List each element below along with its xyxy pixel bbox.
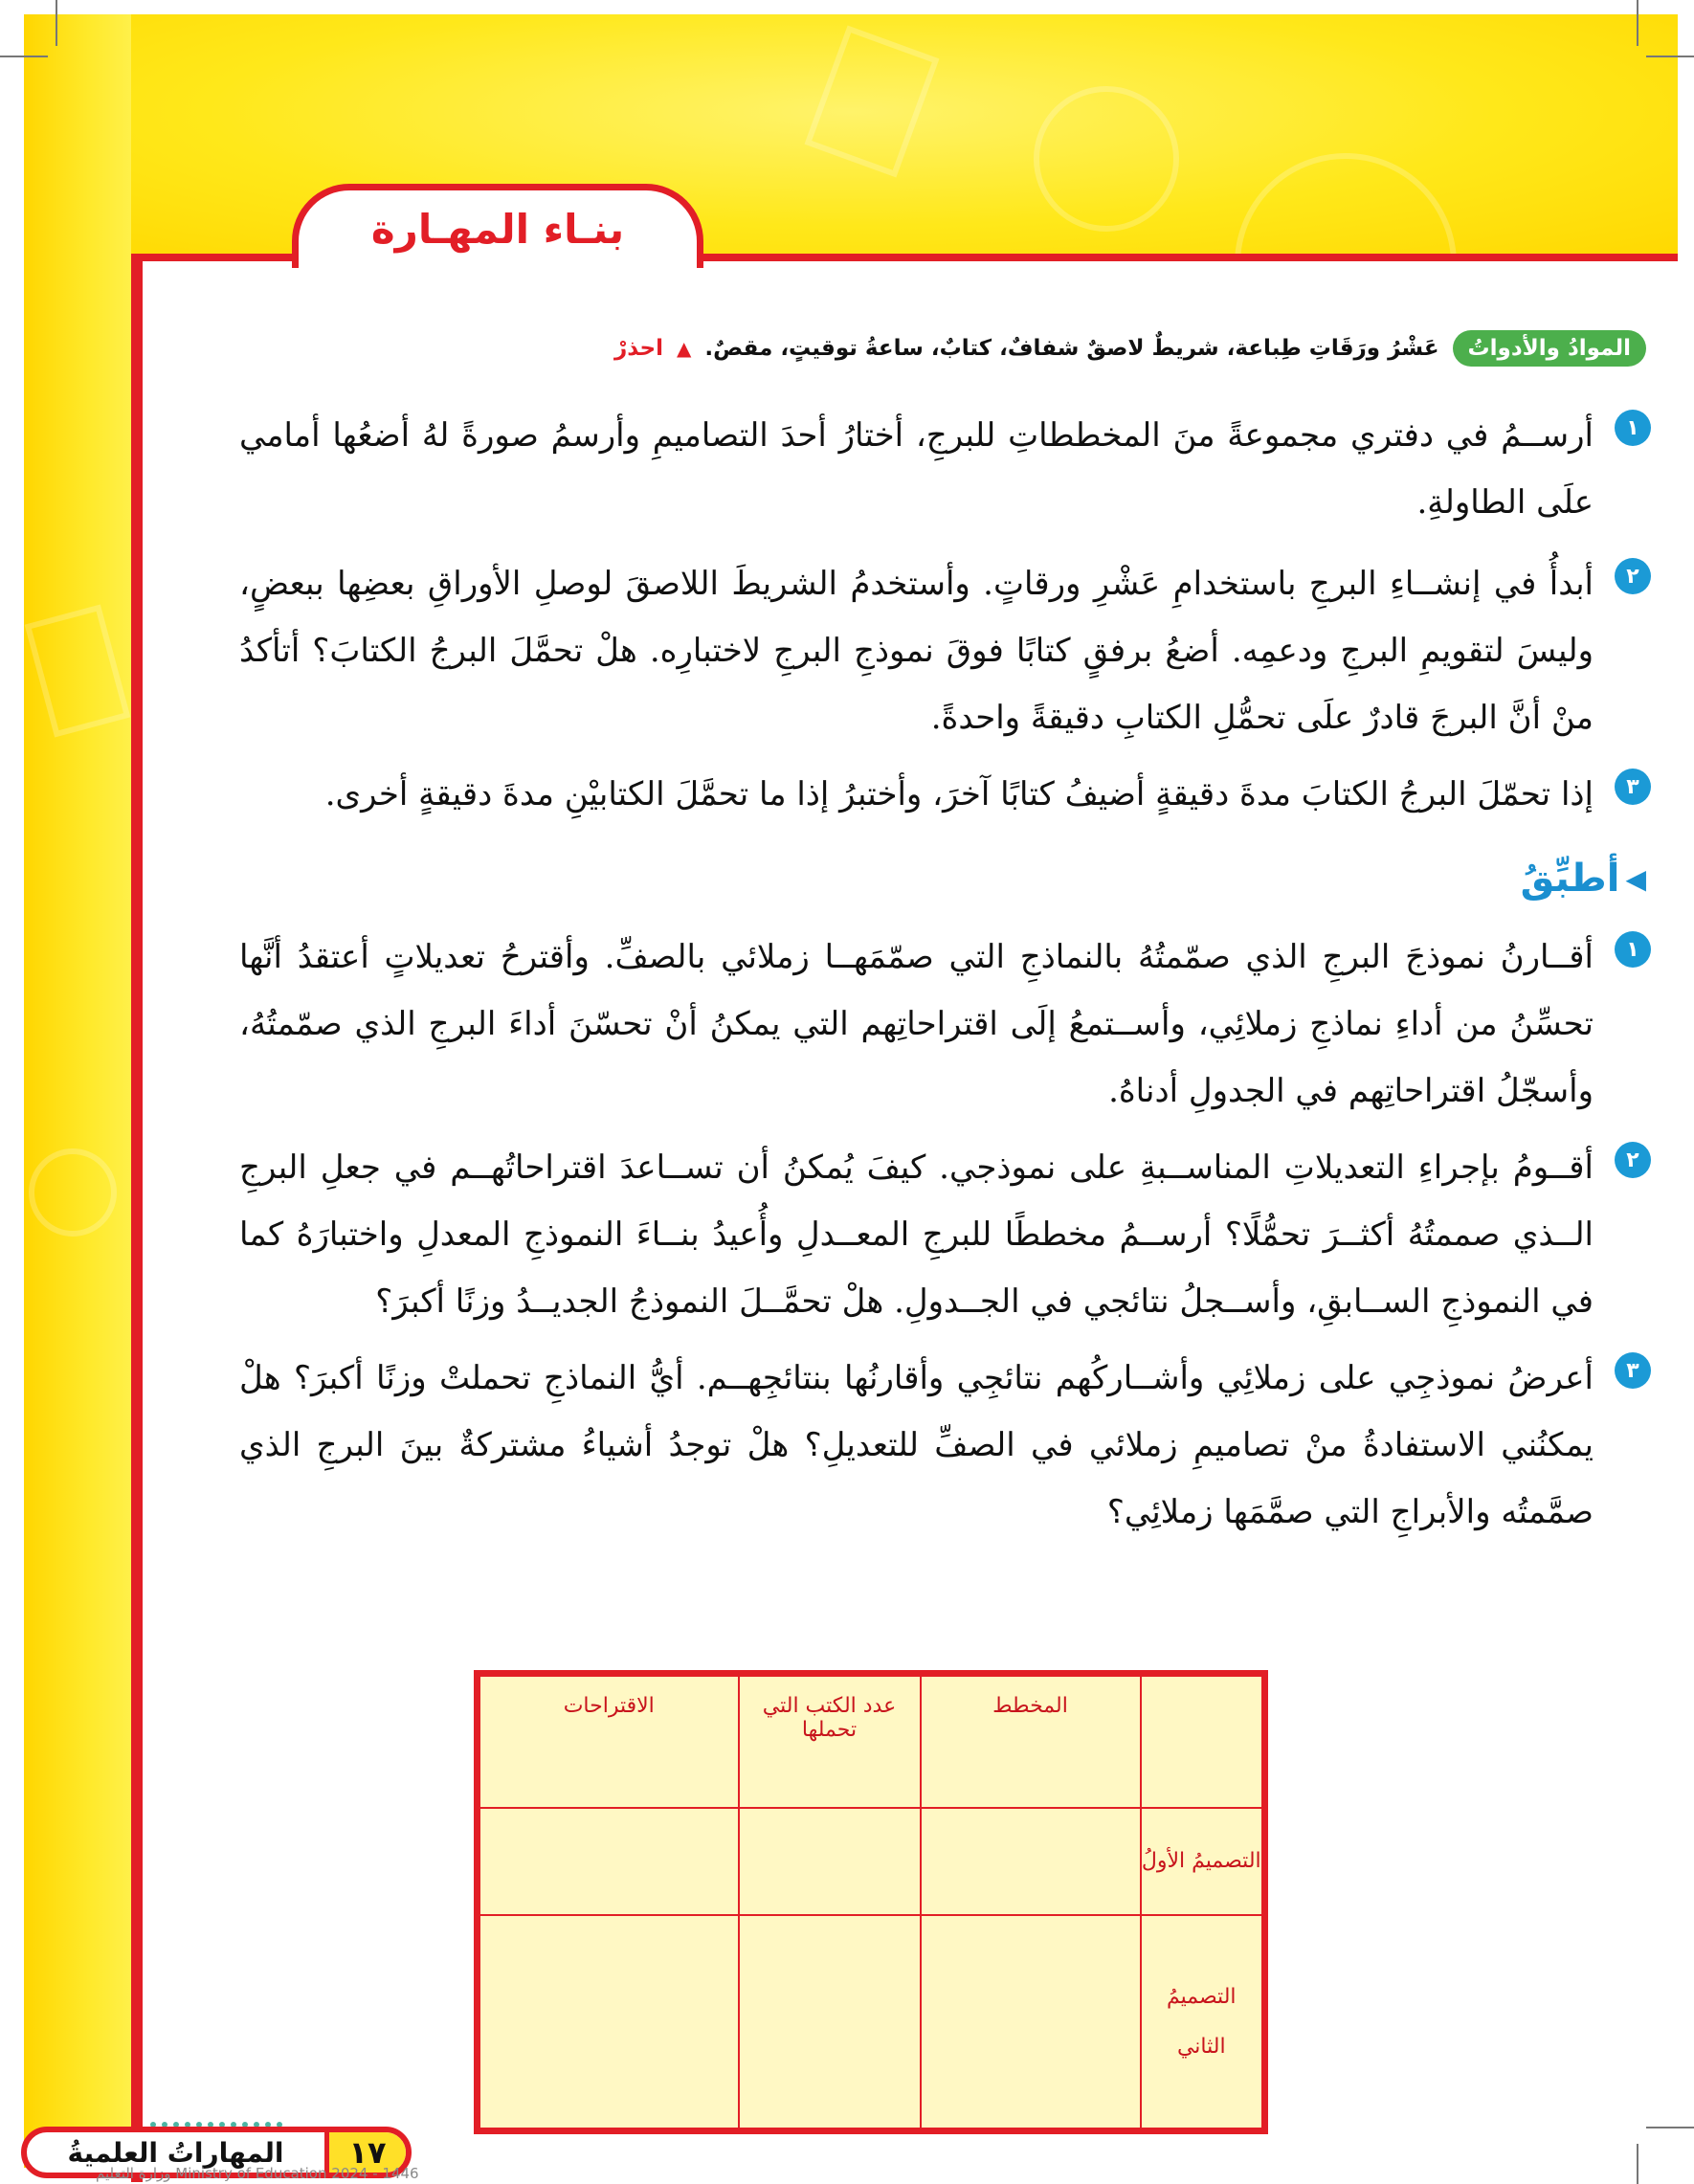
procedure-step (239, 761, 1646, 828)
table-header-row (478, 1674, 1265, 1809)
apply-step (239, 1345, 1646, 1546)
publisher-name-en: Ministry of Education (175, 2165, 327, 2182)
step-number-badge: ١ (1615, 410, 1651, 446)
publisher-name: وزارة التعليم (96, 2165, 171, 2182)
table-header-cell: عدد الكتب التي تحملها (739, 1674, 921, 1809)
table-row (478, 1915, 1265, 2130)
materials-line (191, 330, 1646, 367)
materials-list: عَشْرُ ورَقَاتِ طِباعة، شريطٌ لاصقٌ شفافٌ، كتابٌ، ساعةُ توقيتٍ، مقصٌ. (704, 336, 1439, 361)
step-text: أعرضُ نموذجِي على زملائِي وأشــاركُهم نتائجِي وأقارنُها بنتائجِهــم. أيُّ النماذجِ تحملتْ وزنًا أكبرَ؟ هلْ يمكنُني الاستفادةُ منْ تصاميمِ زملائي في الصفِّ للتعديلِ؟ هلْ توجدُ أشياءُ مشتركةٌ بينَ البرجِ الذي صمَّمتُه والأبراجِ التي صمَّمَها زملائِي؟ (239, 1359, 1594, 1531)
row-label: التصميمُ الثاني (1141, 1915, 1265, 2130)
crop-mark (0, 56, 48, 57)
procedure-step (239, 550, 1646, 751)
row-label: التصميمُ الأولُ (1141, 1808, 1265, 1915)
section-tab (292, 184, 703, 268)
arrow-icon: ◀ (1625, 862, 1646, 895)
step-text: إذا تحمّلَ البرجُ الكتابَ مدةَ دقيقةٍ أضيفُ كتابًا آخرَ، وأختبرُ إذا ما تحمَّلَ الكتابيْنِ مدةَ دقيقةٍ أخرى. (324, 775, 1594, 813)
left-yellow-band (24, 14, 131, 2168)
table-cell[interactable] (921, 1808, 1141, 1915)
step-number-badge: ٢ (1615, 1142, 1651, 1178)
results-table (474, 1670, 1268, 2134)
step-number-badge: ٢ (1615, 558, 1651, 594)
step-number-badge: ٣ (1615, 769, 1651, 805)
section-tab-title: بنـاء المهـارة (370, 206, 625, 253)
table-cell[interactable] (478, 1915, 739, 2130)
crop-mark (1646, 56, 1694, 57)
step-text: أرســمُ في دفتري مجموعةً منَ المخططاتِ للبرجِ، أختارُ أحدَ التصاميمِ وأرسمُ صورةً لهُ أضعُها أمامي علَى الطاولةِ. (239, 416, 1594, 522)
apply-heading (1521, 857, 1646, 901)
warning-icon: ▲ (677, 337, 692, 360)
step-text: أقــارنُ نموذجَ البرجِ الذي صمّمتُهُ بالنماذجِ التي صمّمَهــا زملائي بالصفِّ. وأقترحُ تعديلاتٍ أعتقدُ أنَّها تحسِّنُ من أداءِ نماذجِ زملائِي، وأســتمعُ إلَى اقتراحاتِهم التي يمكنُ أنْ تحسّنَ أداءَ البرجِ الذي صمّمتُهُ، وأسجّلُ اقتراحاتِهم في الجدولِ أدناهُ. (239, 938, 1594, 1110)
edition-year: 2024 - 1446 (331, 2165, 419, 2182)
page-number: ١٧ (329, 2132, 406, 2173)
warning-text: احذرْ (614, 336, 664, 361)
table-cell[interactable] (921, 1915, 1141, 2130)
crop-mark (1637, 2144, 1638, 2184)
step-number-badge: ٣ (1615, 1352, 1651, 1389)
apply-heading-text: أطبِّقُ (1520, 857, 1620, 901)
table-row (478, 1808, 1265, 1915)
step-number-badge: ١ (1615, 931, 1651, 968)
table-header-cell: المخطط (921, 1674, 1141, 1809)
materials-label: الموادُ والأدواتُ (1453, 330, 1646, 367)
apply-step (239, 924, 1646, 1125)
step-text: أقــومُ بإجراءِ التعديلاتِ المناســبةِ على نموذجي. كيفَ يُمكنُ أن تســاعدَ اقتراحاتُهــم في جعلِ البرجِ الــذي صممتُهُ أكثــرَ تحمُّلًا؟ أرســمُ مخططًا للبرجِ المعــدلِ وأُعيدُ بنــاءَ النموذجِ المعدلِ واختبارَهُ كما في النموذجِ الســابقِ، وأســجلُ نتائجي في الجــدولِ. هلْ تحمَّــلَ النموذجُ الجديــدُ وزنًا أكبرَ؟ (239, 1148, 1594, 1321)
red-frame-left (131, 254, 143, 2182)
crop-mark (1646, 2127, 1694, 2128)
procedure-step (239, 402, 1646, 536)
apply-step (239, 1134, 1646, 1335)
table-cell[interactable] (739, 1808, 921, 1915)
crop-mark (1637, 0, 1638, 46)
publisher-mark (96, 2165, 419, 2182)
table-header-cell: الاقتراحات (478, 1674, 739, 1809)
crop-mark (56, 0, 57, 46)
decorative-circle (29, 1148, 117, 1237)
table-header-cell (1141, 1674, 1265, 1809)
decorative-circle (1034, 86, 1179, 232)
table-cell[interactable] (478, 1808, 739, 1915)
step-text: أبدأُ في إنشــاءِ البرجِ باستخدامِ عَشْرِ ورقاتٍ. وأستخدمُ الشريطَ اللاصقَ لوصلِ الأوراقِ بعضِها ببعضٍ، وليسَ لتقويمِ البرجِ ودعمِه. أضعُ برفقٍ كتابًا فوقَ نموذجِ البرجِ لاختبارِه. هلْ تحمَّلَ البرجُ الكتابَ؟ أتأكدُ منْ أنَّ البرجَ قادرٌ علَى تحمُّلِ الكتابِ دقيقةً واحدةً. (239, 565, 1594, 737)
footer-title: المهاراتُ العلميةُ (67, 2136, 284, 2169)
table-cell[interactable] (739, 1915, 921, 2130)
